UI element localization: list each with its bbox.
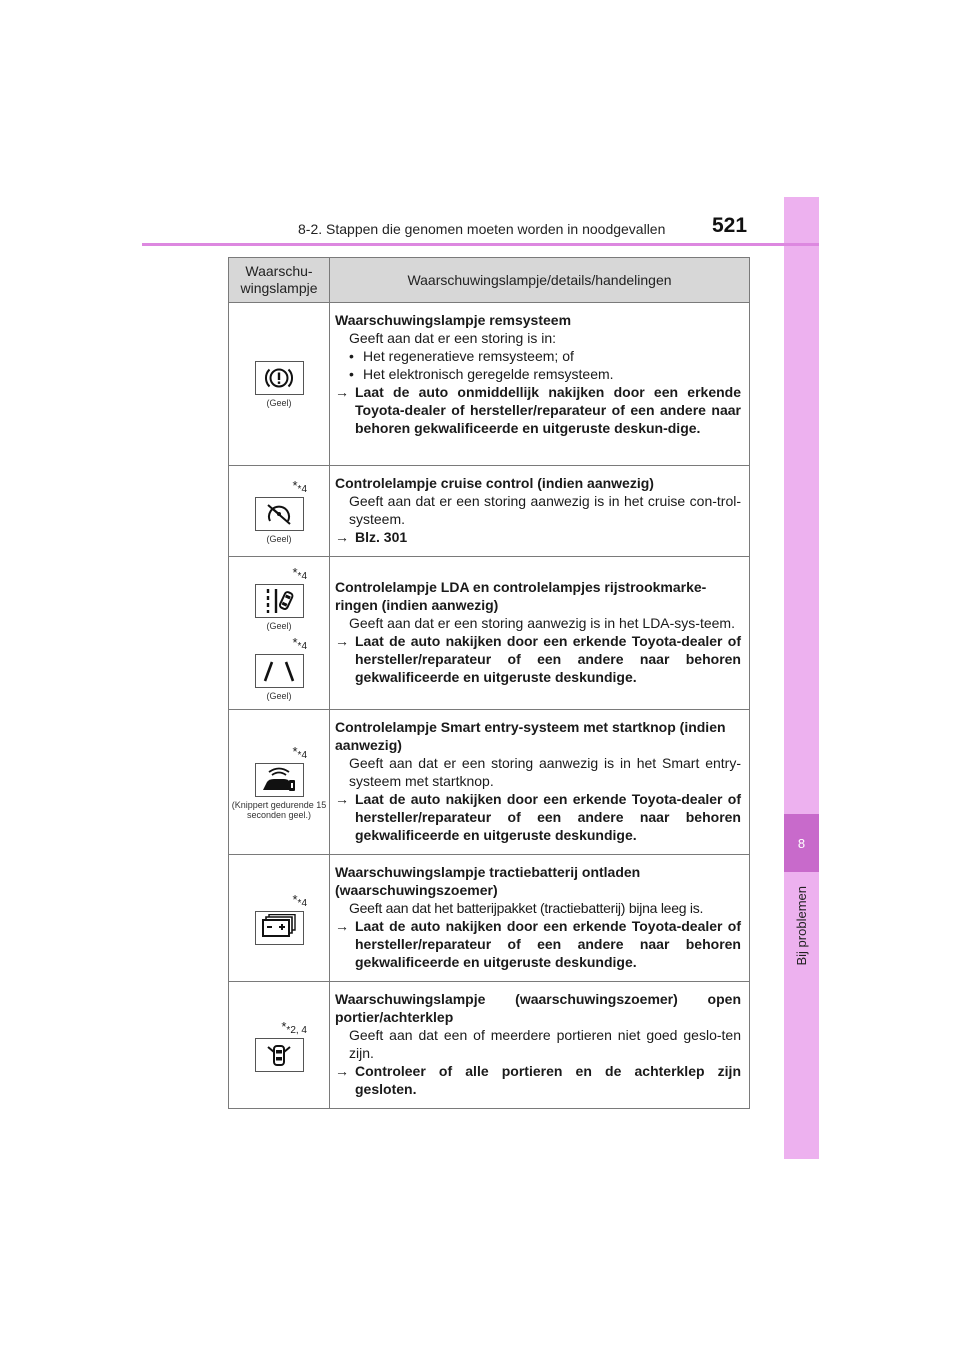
table-row	[229, 710, 750, 855]
description-cell	[330, 982, 750, 1109]
description-cell	[330, 855, 750, 982]
row-action	[335, 917, 741, 971]
header-rule	[142, 243, 819, 246]
header-description-column	[330, 258, 750, 303]
icon-caption: (Knippert gedurende 15 seconden geel.)	[231, 800, 327, 820]
row-action	[335, 528, 741, 546]
action-text: Laat de auto nakijken door een erkende Toyota-dealer of hersteller/reparateur of een andere naar behoren gekwalificeerde en uitgeruste deskundige.	[355, 791, 741, 843]
description-cell	[330, 710, 750, 855]
row-action	[335, 790, 741, 844]
action-text: Laat de auto nakijken door een erkende Toyota-dealer of hersteller/reparateur of een andere naar behoren gekwalificeerde en uitgeruste deskundige.	[355, 633, 741, 685]
action-text: Laat de auto onmiddellijk nakijken door een erkende Toyota-dealer of hersteller/reparateur of een andere naar behoren gekwalificeerde en uitgeruste deskun-dige.	[355, 384, 741, 436]
row-description: Geeft aan dat er een storing aanwezig is in het cruise con-trol-systeem.	[349, 493, 741, 527]
section-title: 8-2. Stappen die genomen moeten worden in noodgevallen	[298, 221, 666, 237]
icon-caption: (Geel)	[266, 397, 292, 408]
row-description: Geeft aan dat er een storing aanwezig is in het LDA-sys-teem.	[349, 615, 735, 631]
icon-cell	[229, 982, 330, 1109]
row-title: Controlelampje LDA en controlelampjes rijstrookmarke-ringen (indien aanwezig)	[335, 579, 707, 613]
header-icon-column	[229, 258, 330, 303]
chapter-label-text: Bij problemen	[794, 886, 809, 966]
page-number: 521	[712, 214, 748, 237]
icon-cell	[229, 466, 330, 557]
row-title: Controlelampje cruise control (indien aanwezig)	[335, 475, 654, 491]
list-item: • Het elektronisch geregelde remsysteem.	[349, 366, 614, 382]
header-description-label: Waarschuwingslampje/details/handelingen	[407, 271, 672, 288]
arrow-icon: →	[335, 918, 349, 934]
table-row	[229, 557, 750, 710]
icon-cell	[229, 557, 330, 710]
row-title: Waarschuwingslampje tractiebatterij ontladen (waarschuwingszoemer)	[335, 864, 641, 898]
arrow-icon: →	[335, 1063, 349, 1079]
bullet-text: Het regeneratieve remsysteem; of	[363, 348, 574, 364]
cruise-control-icon	[255, 497, 304, 531]
side-strip	[784, 197, 819, 1159]
arrow-icon: →	[335, 633, 349, 649]
header-icon-label: Waarschu- wingslampje	[240, 263, 318, 296]
arrow-icon: →	[335, 384, 349, 400]
description-cell	[330, 303, 750, 466]
icon-cell	[229, 855, 330, 982]
list-item: • Het regeneratieve remsysteem; of	[349, 348, 574, 364]
arrow-icon: →	[335, 791, 349, 807]
icon-cell	[229, 710, 330, 855]
description-cell	[330, 557, 750, 710]
table-row	[229, 982, 750, 1109]
icon-caption: (Geel)	[266, 621, 292, 631]
row-action	[335, 383, 741, 437]
open-door-icon	[255, 1038, 304, 1072]
icon-cell	[229, 303, 330, 466]
icon-caption: (Geel)	[266, 691, 292, 701]
footnote-marker: $*_{*4}$	[292, 478, 307, 495]
footnote-marker: $*_{*4}$	[292, 744, 307, 761]
icon-caption: (Geel)	[266, 534, 292, 544]
warning-lights-table	[228, 257, 750, 1109]
chapter-label	[784, 876, 819, 976]
row-action	[335, 632, 741, 686]
arrow-icon: →	[335, 529, 349, 545]
row-description: Geeft aan dat een of meerdere portieren niet goed geslo-ten zijn.	[349, 1027, 741, 1061]
footnote-marker: $*_{*2, 4}$	[281, 1018, 307, 1036]
table-row	[229, 303, 750, 466]
row-description: Geeft aan dat er een storing is in:	[349, 330, 557, 346]
traction-battery-icon	[255, 911, 304, 945]
action-text: Laat de auto nakijken door een erkende Toyota-dealer of hersteller/reparateur of een andere naar behoren gekwalificeerde en uitgeruste deskundige.	[355, 918, 741, 970]
lane-markings-icon	[255, 654, 304, 688]
footnote-marker: $*_{*4}$	[292, 635, 307, 652]
row-title: Controlelampje Smart entry-systeem met startknop (indien aanwezig)	[335, 719, 726, 753]
row-title: Waarschuwingslampje remsysteem	[335, 312, 572, 328]
footnote-marker: $*_{*4}$	[292, 565, 307, 582]
action-text: Controleer of alle portieren en de achterklep zijn gesloten.	[355, 1063, 741, 1097]
table-row	[229, 855, 750, 982]
footnote-marker: $*_{*4}$	[292, 891, 307, 909]
smart-entry-key-icon	[255, 763, 304, 797]
lane-departure-car-icon	[255, 584, 304, 618]
action-text: Blz. 301	[355, 529, 408, 545]
row-title: Waarschuwingslampje (waarschuwingszoemer) open portier/achterklep	[335, 991, 741, 1025]
bullet-text: Het elektronisch geregelde remsysteem.	[363, 366, 614, 382]
chapter-tab: 8	[784, 814, 819, 872]
table-row	[229, 466, 750, 557]
row-action	[335, 1062, 741, 1098]
row-description: Geeft aan dat het batterijpakket (tractiebatterij) bijna leeg is.	[349, 900, 704, 916]
brake-system-icon	[255, 361, 304, 395]
table-header-row	[229, 258, 750, 303]
row-description: Geeft aan dat er een storing aanwezig is in het Smart entry-systeem met startknop.	[349, 755, 741, 789]
description-cell	[330, 466, 750, 557]
